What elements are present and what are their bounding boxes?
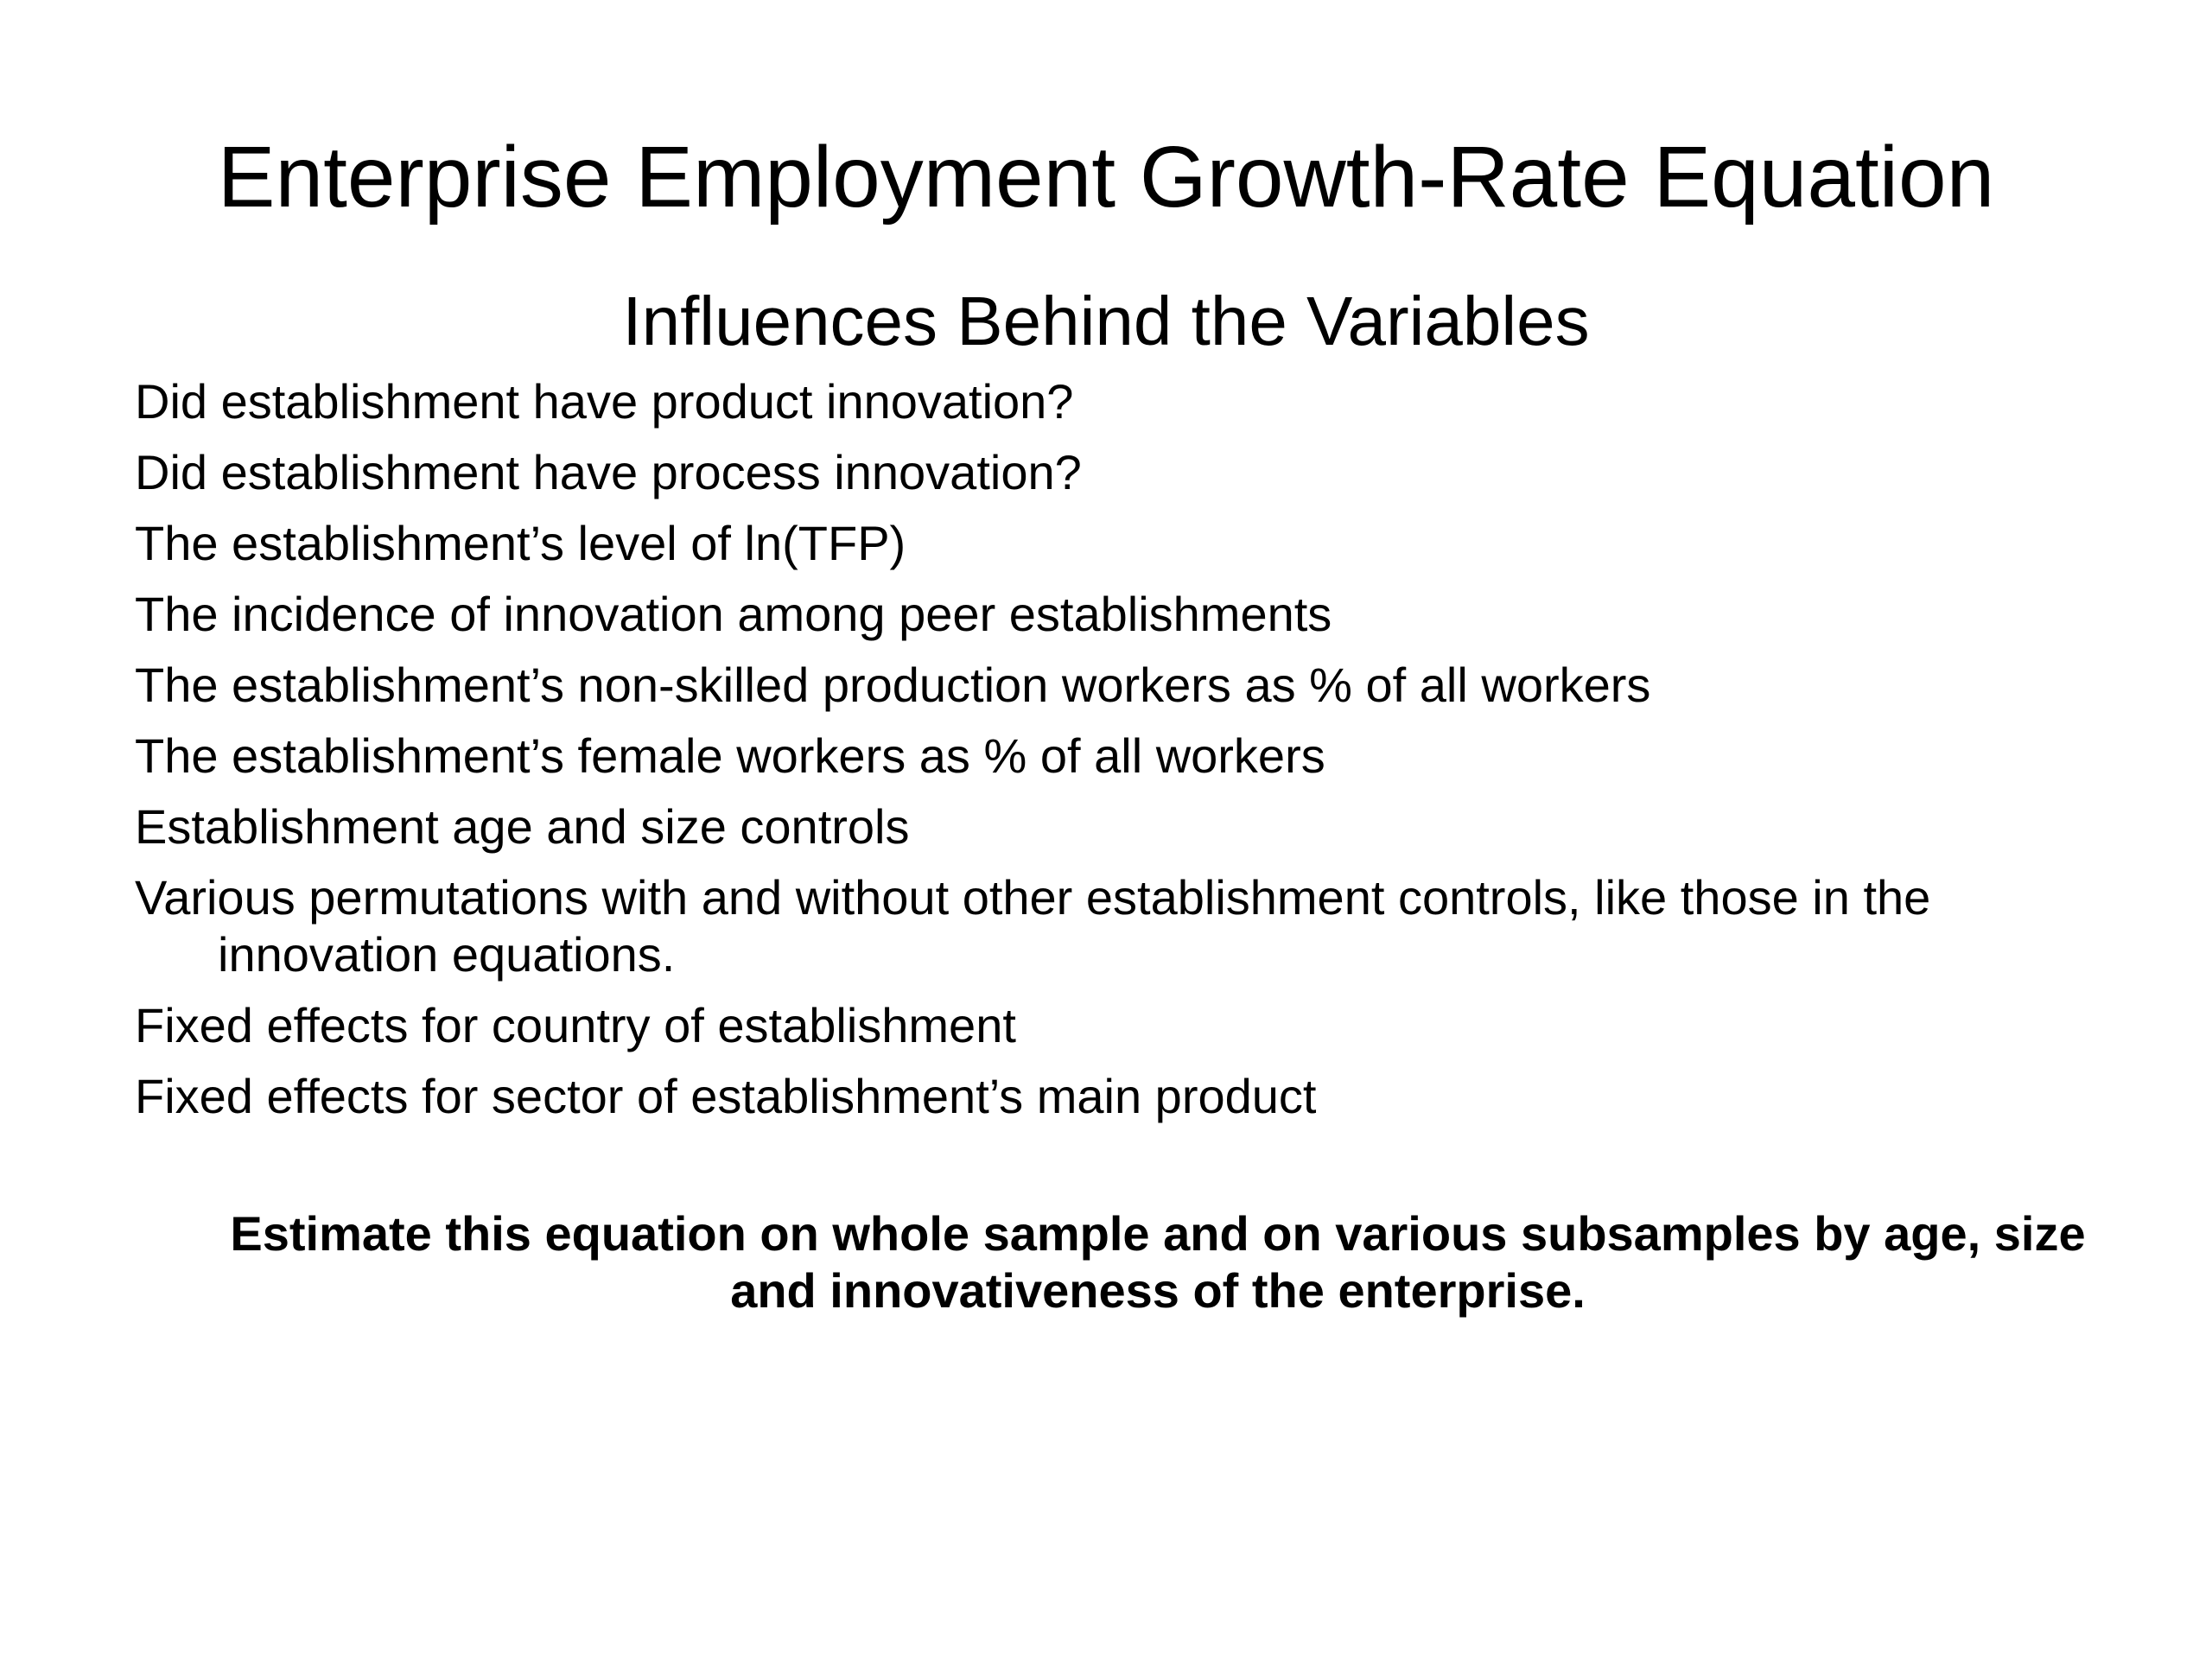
list-item: Fixed effects for country of establishment [135,998,1016,1052]
list-item: Did establishment have process innovation? [135,445,1082,499]
slide-title: Enterprise Employment Growth-Rate Equation [217,129,1995,226]
conclusion-text: Estimate this equation on whole sample and on various subsamples by age, size and innovativeness of the enterprise. [230,1206,2086,1318]
list-item: Fixed effects for sector of establishment’s main product [135,1069,1317,1123]
list-item: The establishment’s non-skilled production workers as % of all workers [135,658,1651,712]
list-item: Did establishment have product innovation? [135,374,1074,429]
list-item: Establishment age and size controls [135,799,910,854]
slide-subtitle: Influences Behind the Variables [622,283,1590,359]
list-item: The establishment’s level of ln(TFP) [135,516,906,570]
list-item: Various permutations with and without other establishment controls, like those in the innovation equations. [135,870,1931,982]
list-item: The incidence of innovation among peer establishments [135,587,1332,641]
list-item: The establishment’s female workers as % of all workers [135,728,1325,783]
influences-list [135,373,2122,1139]
